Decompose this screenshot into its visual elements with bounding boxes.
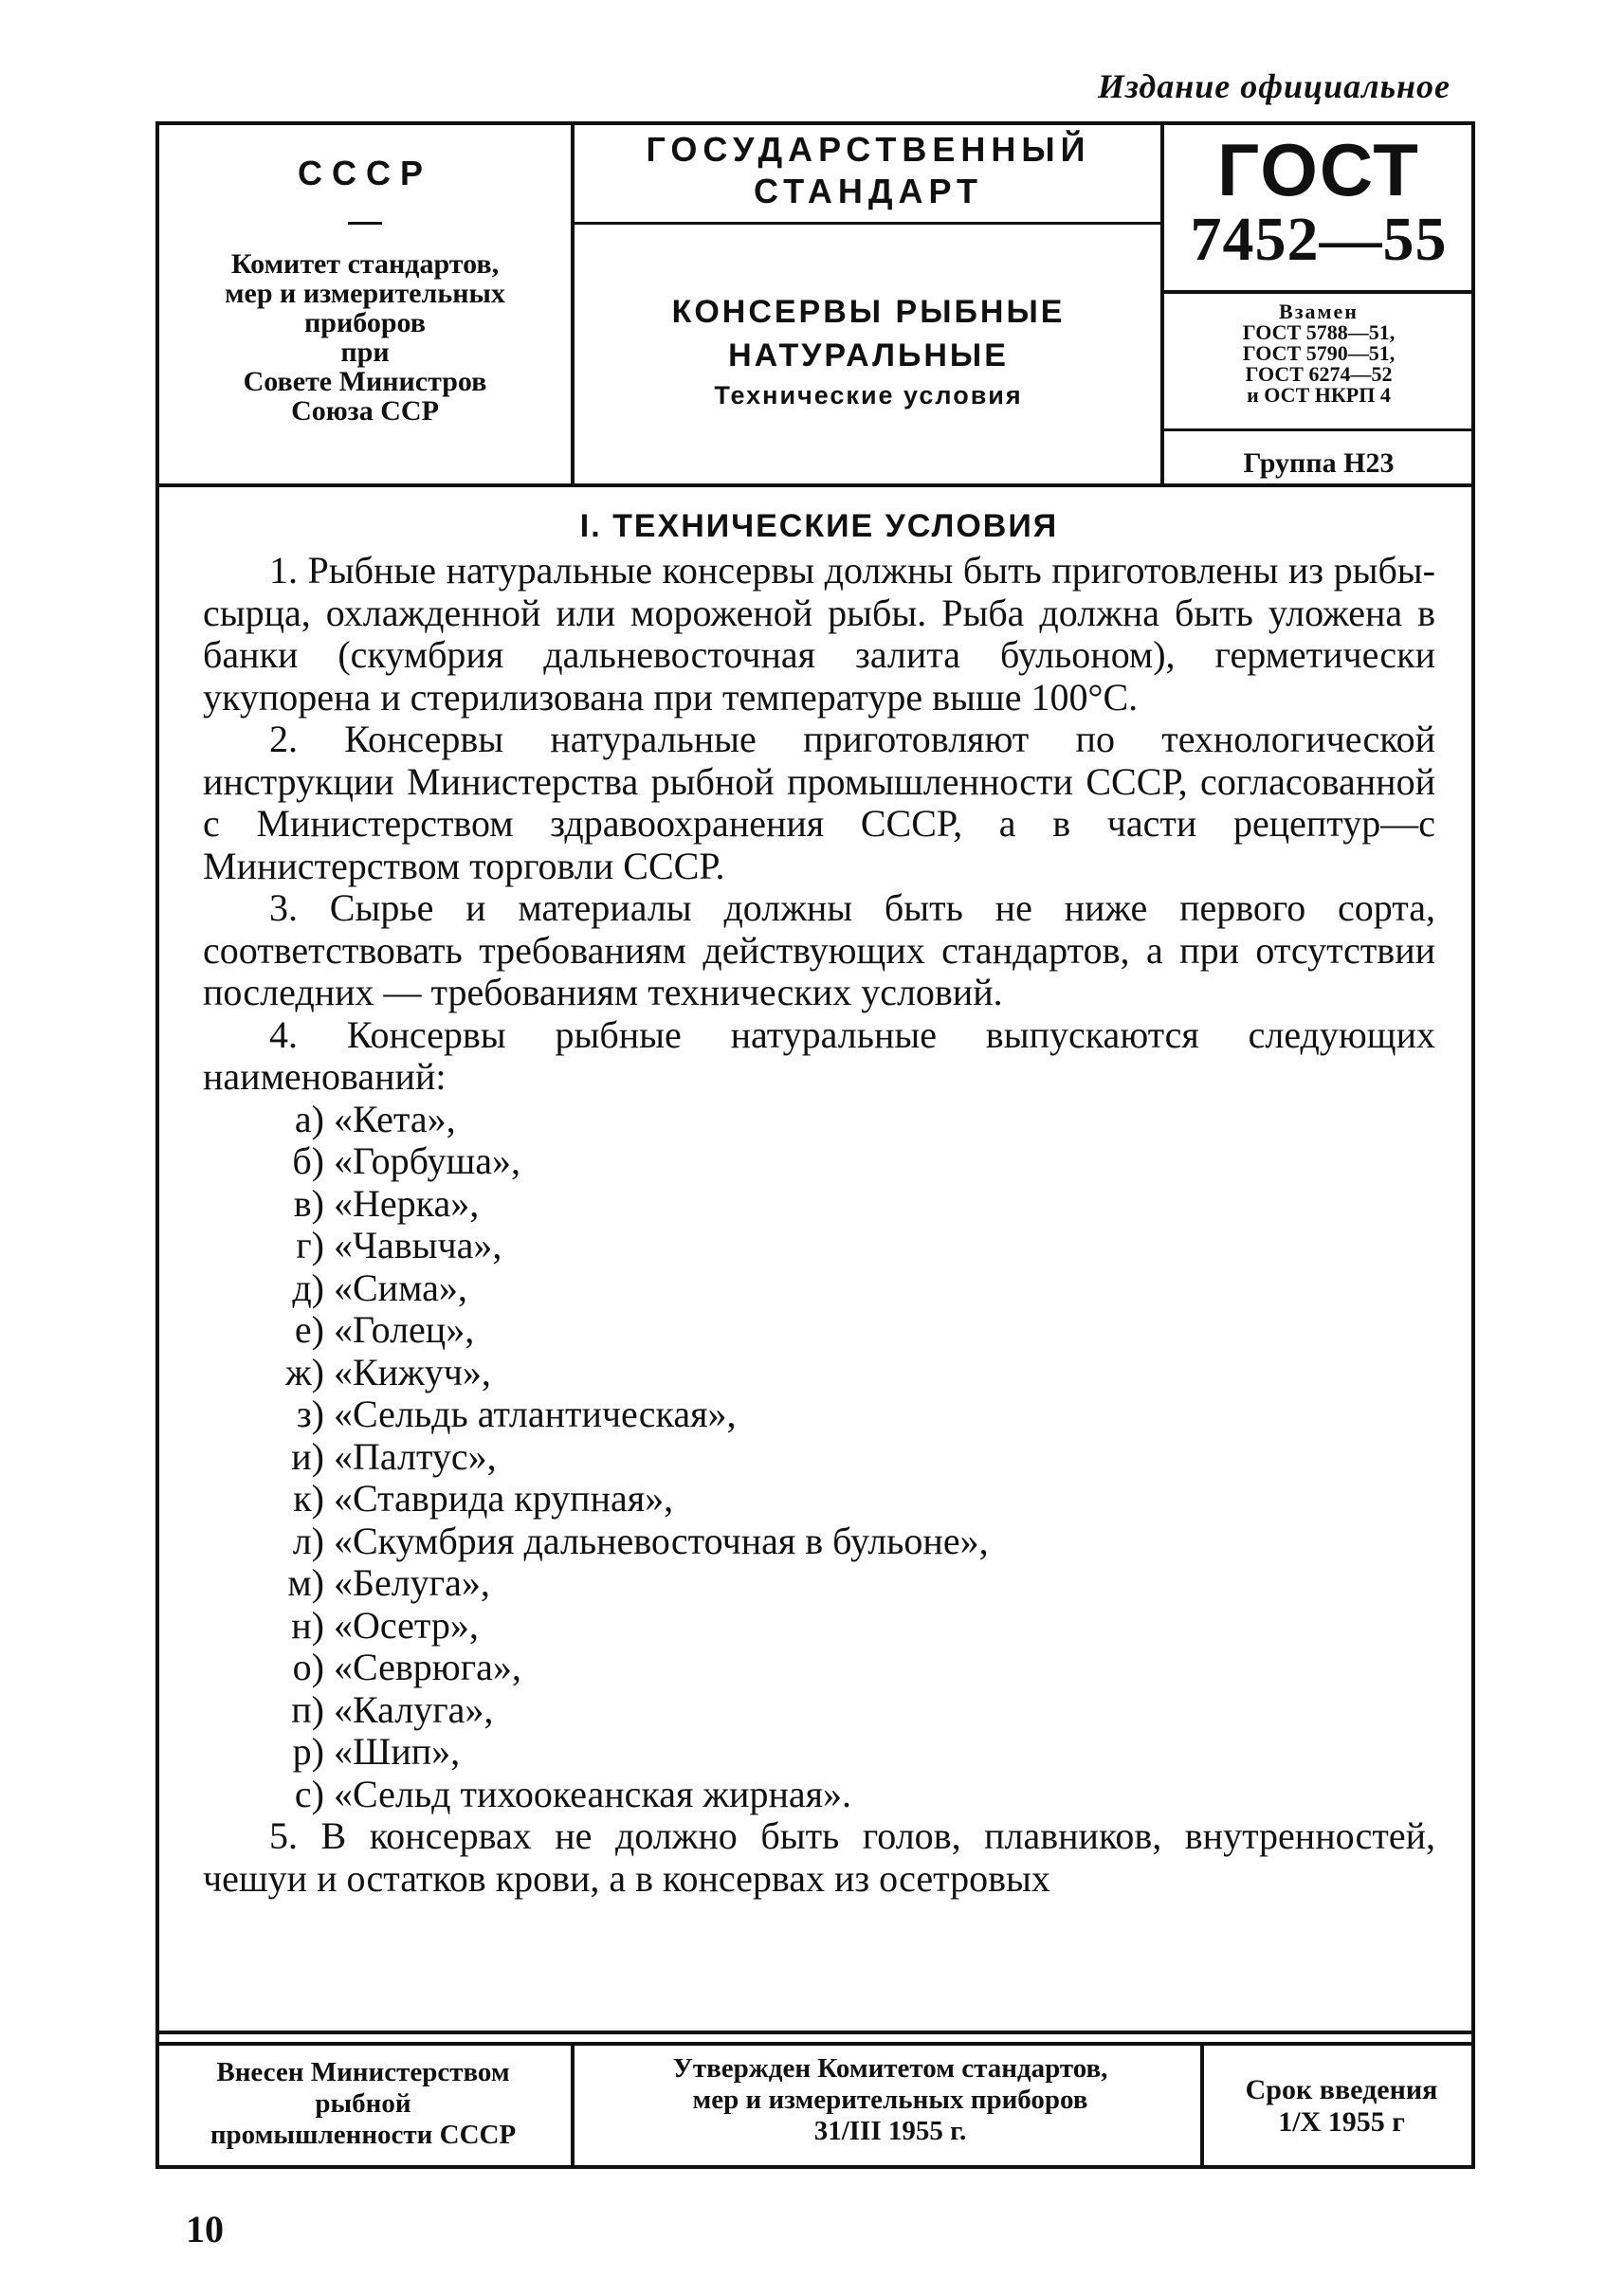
list-item: е) «Голец», — [294, 1308, 475, 1351]
section-title: I. ТЕХНИЧЕСКИЕ УСЛОВИЯ — [579, 508, 1059, 544]
header-mid-rule — [575, 222, 1160, 225]
standard-title — [576, 290, 1160, 410]
list-item: н) «Осетр», — [291, 1603, 479, 1647]
paragraph-4: 4. Консервы рыбные натуральные выпускаются следующих наименований: — [203, 1012, 1435, 1098]
effective-date: Срок введения 1/X 1955 г — [1245, 2074, 1438, 2138]
committee-name: Комитет стандартов, мер и измерительных приборов при Совете Министров Союза ССР — [225, 248, 505, 427]
list-item: р) «Шип», — [292, 1730, 461, 1773]
replaces-block: Взамен ГОСТ 5788—51, ГОСТ 5790—51, ГОСТ 6274—52 и ОСТ НКРП 4 — [1166, 301, 1471, 406]
paragraph-2: 2. Консервы натуральные приготовляют по технологической инструкции Министерства рыбной промышленности СССР, согласованной с Министерством здравоохранения СССР, а в части рецептур—с Министерством торговли СССР. — [203, 718, 1435, 887]
paragraph-5: 5. В консервах не должно быть голов, плавников, внутренностей, чешуи и остатков крови, а в консервах из осетровых — [203, 1814, 1435, 1900]
list-item: з) «Сельдь атлантическая», — [296, 1393, 737, 1435]
footer-bottom-rule — [155, 2165, 1475, 2169]
list-item: м) «Белуга», — [287, 1561, 490, 1604]
gost-designation — [1166, 128, 1471, 274]
footer-divider-1 — [571, 2042, 575, 2165]
country: СССР — [297, 154, 432, 192]
issuer-cell — [159, 133, 571, 483]
gost-word: ГОСТ — [1217, 128, 1420, 211]
edition-note: Издание официальное — [1097, 67, 1451, 105]
list-item: о) «Севрюга», — [292, 1646, 521, 1688]
gost-number: 7452—55 — [1190, 205, 1448, 274]
list-item: ж) «Кижуч», — [285, 1350, 491, 1393]
paragraph-3: 3. Сырье и материалы должны быть не ниже первого сорта, соответствовать требованиям действующих стандартов, а при отсутствии последних — требованиям технических условий. — [203, 886, 1435, 1013]
header-divider-1 — [571, 121, 575, 487]
group-rule — [1164, 428, 1475, 431]
header-bottom-rule — [155, 483, 1475, 487]
footer-top-rule — [155, 2031, 1475, 2034]
list-item: б) «Горбуша», — [292, 1139, 520, 1182]
list-item: в) «Нерка», — [293, 1181, 480, 1225]
document-body — [203, 508, 1435, 1900]
header-top-rule — [155, 121, 1475, 125]
list-item: к) «Ставрида крупная», — [293, 1477, 674, 1520]
standard-type: ГОСУДАРСТВЕННЫЙ СТАНДАРТ — [646, 130, 1091, 210]
list-item: д) «Сима», — [292, 1266, 467, 1309]
footer-top-rule-2 — [155, 2042, 1475, 2046]
paragraph-1: 1. Рыбные натуральные консервы должны быть приготовлены из рыбы-сырца, охлажденной или мороженой рыбы. Рыба должна быть уложена в банки (скумбрия дальневосточная залита бульоном), герметически укупорена и стерилизована при температуре выше 100°С. — [203, 549, 1435, 719]
list-item: л) «Скумбрия дальневосточная в бульоне», — [292, 1519, 989, 1562]
standard-subtitle: Технические условия — [714, 381, 1023, 410]
product-name: КОНСЕРВЫ РЫБНЫЕ НАТУРАЛЬНЫЕ — [671, 294, 1066, 373]
list-item: г) «Чавыча», — [296, 1224, 502, 1266]
gost-rule — [1164, 290, 1475, 294]
country-dash — [348, 222, 382, 225]
header-divider-2 — [1160, 121, 1164, 487]
product-names-list — [203, 1099, 1435, 1816]
list-item: и) «Палтус», — [291, 1434, 497, 1478]
replaces-label: Взамен — [1279, 300, 1359, 323]
list-item: п) «Калуга», — [291, 1687, 494, 1731]
group-code: Группа Н23 — [1243, 447, 1395, 479]
page-number: 10 — [186, 2208, 224, 2250]
submitted-by: Внесен Министерством рыбной промышленности СССР — [210, 2057, 517, 2150]
list-item: с) «Сельд тихоокеанская жирная». — [294, 1772, 852, 1815]
approved-by: Утвержден Комитетом стандартов, мер и измерительных приборов 31/III 1955 г. — [672, 2053, 1108, 2146]
list-item: а) «Кета», — [294, 1097, 456, 1140]
